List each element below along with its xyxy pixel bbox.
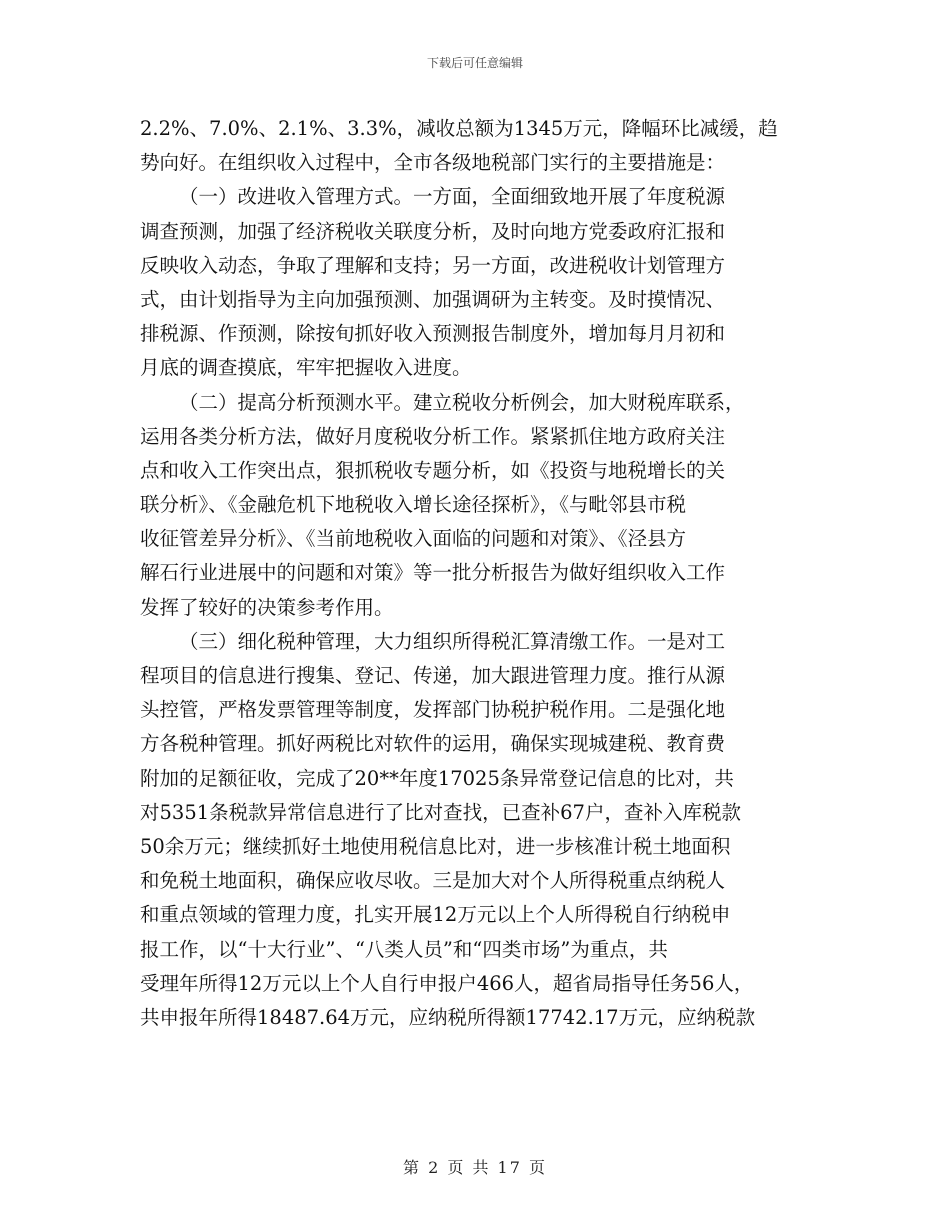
- text-line: 联分析》、《金融危机下地税收入增长途径探析》，《与毗邻县市税: [140, 493, 687, 517]
- text-line: 月底的调查摸底，牢牢把握收入进度。: [140, 356, 472, 380]
- text-line: 程项目的信息进行搜集、登记、传递，加大跟进管理力度。推行从源: [140, 664, 726, 687]
- text-line: 50余万元；继续抓好土地使用税信息比对，进一步核准计税土地面积: [140, 834, 731, 858]
- text-line: 反映收入动态，争取了理解和支持；另一方面，改进税收计划管理方: [140, 253, 726, 277]
- page-number-footer: 第 2 页 共 17 页: [403, 1158, 547, 1177]
- body-text: [140, 112, 830, 1035]
- paragraph-first-line: （三）细化税种管理，大力组织所得税汇算清缴工作。一是对工: [179, 629, 726, 653]
- text-line: 排税源、作预测，除按旬抓好收入预测报告制度外，增加每月月初和: [140, 322, 726, 346]
- paragraph-first-line: （一）改进收入管理方式。一方面，全面细致地开展了年度税源: [179, 185, 726, 209]
- text-line: 2.2%、7.0%、2.1%、3.3%，减收总额为1345万元，降幅环比减缓，趋: [140, 117, 778, 140]
- paragraph-first-line: （二）提高分析预测水平。建立税收分析例会，加大财税库联系，: [179, 390, 745, 414]
- text-line: 共申报年所得18487.64万元，应纳税所得额17742.17万元，应纳税款: [140, 1005, 756, 1029]
- text-line: 附加的足额征收，完成了20**年度17025条异常登记信息的比对，共: [140, 766, 734, 790]
- text-line: 和免税土地面积，确保应收尽收。三是加大对个人所得税重点纳税人: [140, 869, 726, 893]
- text-line: 势向好。在组织收入过程中，全市各级地税部门实行的主要措施是：: [140, 151, 726, 175]
- text-line: 方各税种管理。抓好两税比对软件的运用，确保实现城建税、教育费: [140, 732, 726, 756]
- text-line: 式，由计划指导为主向加强预测、加强调研为主转变。及时摸情况、: [140, 287, 726, 311]
- text-line: 运用各类分析方法，做好月度税收分析工作。紧紧抓住地方政府关注: [140, 424, 726, 448]
- text-line: 报工作，以“十大行业”、“八类人员”和“四类市场”为重点，共: [140, 937, 668, 961]
- text-line: 收征管差异分析》、《当前地税收入面临的问题和对策》、《泾县方: [140, 527, 687, 551]
- page-header: 下载后可任意编辑: [426, 56, 523, 70]
- text-line: 受理年所得12万元以上个人自行申报户466人，超省局指导任务56人，: [140, 971, 754, 995]
- text-line: 头控管，严格发票管理等制度，发挥部门协税护税作用。二是强化地: [140, 698, 726, 722]
- text-line: 调查预测，加强了经济税收关联度分析，及时向地方党委政府汇报和: [140, 219, 726, 243]
- text-line: 和重点领域的管理力度，扎实开展12万元以上个人所得税自行纳税申: [140, 903, 731, 927]
- text-line: 发挥了较好的决策参考作用。: [140, 595, 394, 619]
- text-line: 解石行业进展中的问题和对策》等一批分析报告为做好组织收入工作: [140, 561, 726, 585]
- text-line: 点和收入工作突出点，狠抓税收专题分析，如《投资与地税增长的关: [140, 458, 726, 482]
- text-line: 对5351条税款异常信息进行了比对查找，已查补67户，查补入库税款: [140, 800, 741, 824]
